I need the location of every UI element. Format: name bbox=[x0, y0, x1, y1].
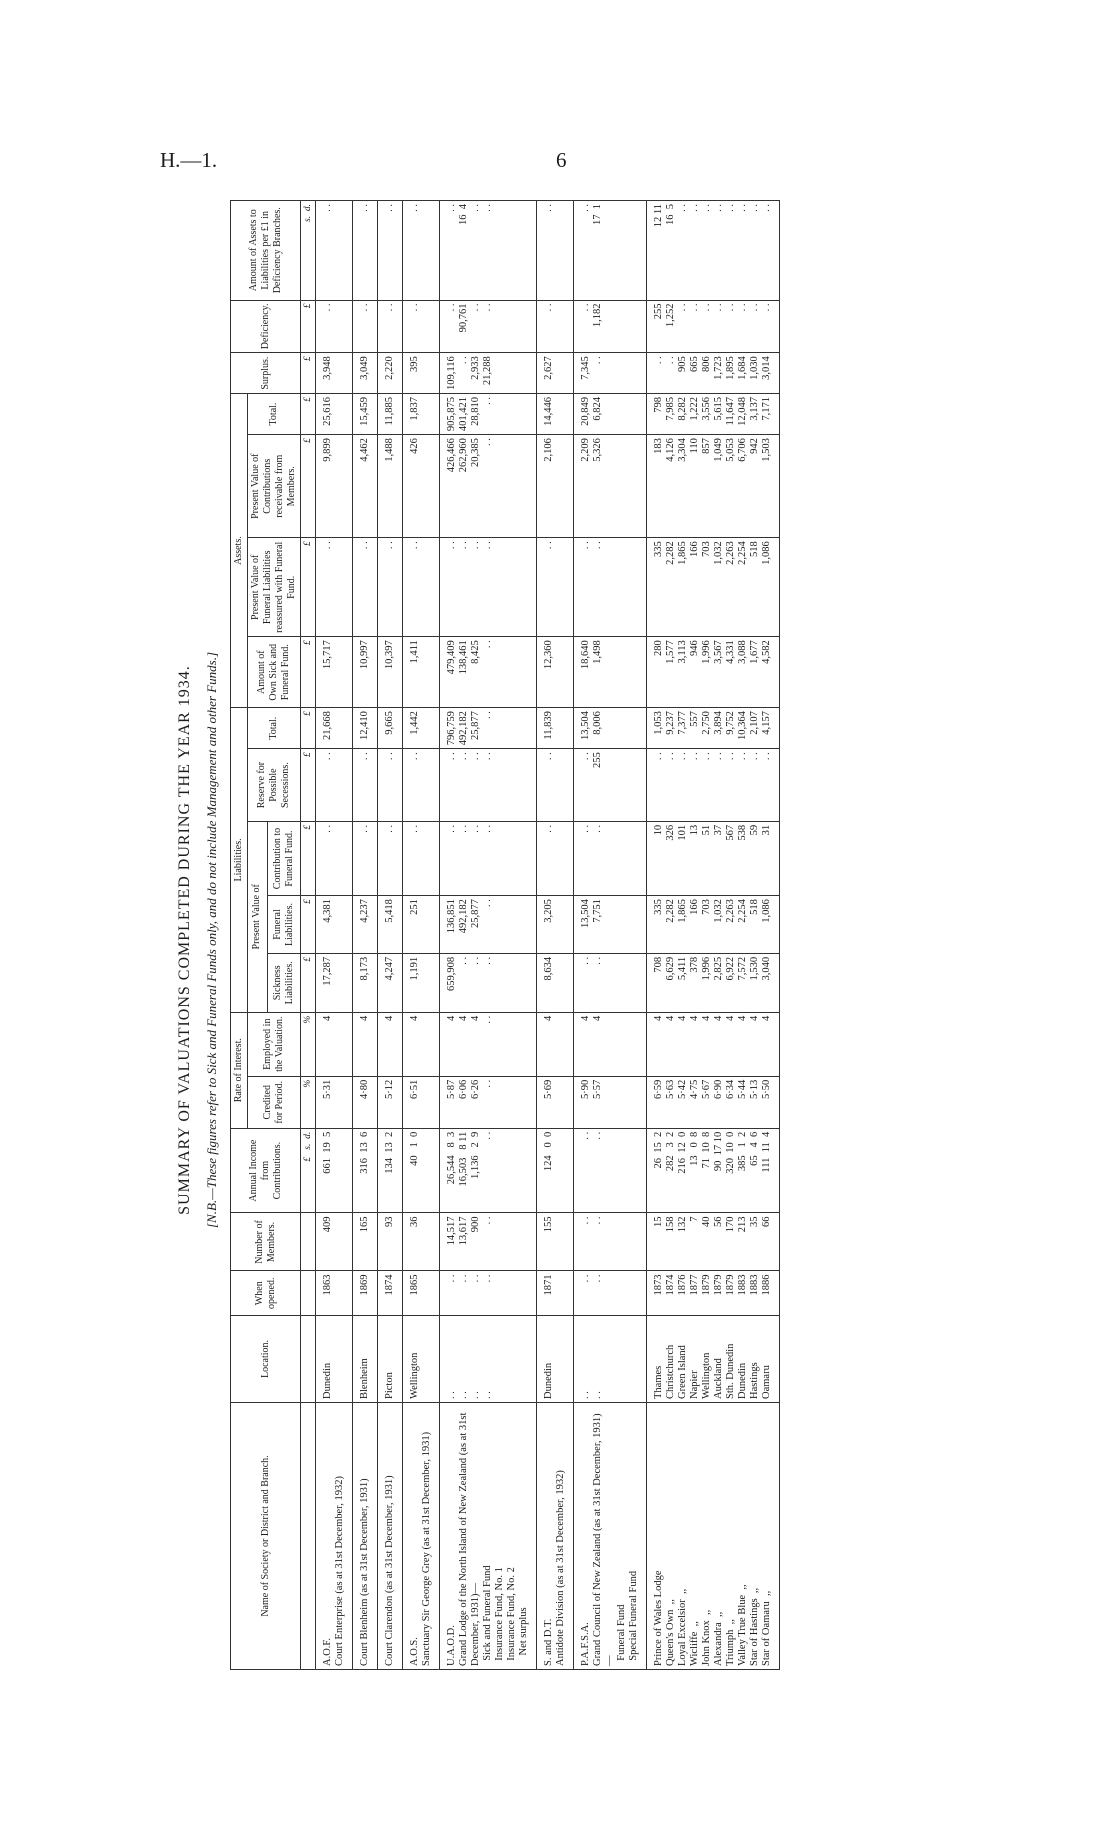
valuations-table bbox=[230, 200, 780, 1670]
cell-funeral: 4,381 bbox=[316, 896, 353, 954]
cell-surplus: 3,049 bbox=[353, 353, 378, 394]
cell-contribution: 10 326 101 13 51 37 567 538 59 31 bbox=[647, 821, 780, 895]
cell-members: 36 bbox=[403, 1213, 440, 1271]
cell-receivable: 426 bbox=[403, 435, 440, 538]
cell-ratio: . . bbox=[378, 201, 403, 301]
cell-name: A.O.F. Court Enterprise (as at 31st December, 1932) bbox=[316, 1403, 353, 1670]
cell-own-fund: 18,640 1,498 bbox=[574, 637, 647, 708]
cell-surplus: . . . . 905 665 806 1,723 1,895 1,684 1,030 3,014 bbox=[647, 353, 780, 394]
cell-surplus: 2,220 bbox=[378, 353, 403, 394]
cell-opened: 1869 bbox=[353, 1271, 378, 1316]
rotated-table-sheet bbox=[170, 180, 950, 1700]
cell-deficiency: . . bbox=[316, 300, 353, 353]
cell-funeral: 13,504 7,751 bbox=[574, 896, 647, 954]
cell-contribution: . . bbox=[537, 821, 574, 895]
cell-deficiency: 255 1,252 . . . . . . . . . . . . . . . . bbox=[647, 300, 780, 353]
cell-sickness: 659,908 . . . . . . bbox=[440, 953, 537, 1012]
cell-sickness: 17,287 bbox=[316, 953, 353, 1012]
cell-opened: 1873 1874 1876 1877 1879 1879 1879 1883 1883 1886 bbox=[647, 1271, 780, 1316]
col-income: Annual Income from Contributions. bbox=[231, 1128, 301, 1213]
cell-liab-total: 21,668 bbox=[316, 708, 353, 749]
col-name: Name of Society or District and Branch. bbox=[231, 1403, 301, 1670]
cell-location: . . . . bbox=[574, 1316, 647, 1403]
cell-liab-total: 1,442 bbox=[403, 708, 440, 749]
unit-contribution: £ bbox=[301, 821, 316, 895]
cell-rate-credited: 5·90 5·57 bbox=[574, 1076, 647, 1128]
cell-ratio: . . 16 4 . . . . bbox=[440, 201, 537, 301]
cell-ratio: . . bbox=[353, 201, 378, 301]
col-reserve: Reserve for Possible Secessions. bbox=[248, 749, 301, 822]
cell-name: Court Clarendon (as at 31st December, 1931) bbox=[378, 1403, 403, 1670]
col-contribution: Contribution to Funeral Fund. bbox=[267, 821, 300, 895]
table-row bbox=[574, 201, 647, 1670]
cell-funeral: 4,237 bbox=[353, 896, 378, 954]
col-receivable: Present Value of Contributions receivable from Members. bbox=[248, 435, 301, 538]
unit-assets-total: £ bbox=[301, 393, 316, 434]
cell-reserve: . . . . . . . . . . . . . . . . . . . . bbox=[647, 749, 780, 822]
unit-rate-employed: % bbox=[301, 1012, 316, 1076]
cell-contribution: . . bbox=[353, 821, 378, 895]
col-rate-employed: Employed in the Valuation. bbox=[248, 1012, 301, 1076]
cell-surplus: 3,948 bbox=[316, 353, 353, 394]
unit-ratio: s. d. bbox=[301, 201, 316, 301]
col-present-value-of: Present Value of bbox=[248, 821, 268, 1012]
cell-receivable: 4,462 bbox=[353, 435, 378, 538]
cell-assets-total: 1,837 bbox=[403, 393, 440, 434]
cell-receivable: 9,899 bbox=[316, 435, 353, 538]
cell-name: P.A.F.S.A. Grand Council of New Zealand (as at 31st December, 1931)— Funeral Fund Special Funeral Fund bbox=[574, 1403, 647, 1670]
col-funeral: Funeral Liabilities. bbox=[267, 896, 300, 954]
col-deficiency: Deficiency. bbox=[231, 300, 301, 353]
cell-ratio: . . bbox=[403, 201, 440, 301]
cell-opened: . . . . bbox=[574, 1271, 647, 1316]
cell-contribution: . . bbox=[403, 821, 440, 895]
page-number: 6 bbox=[556, 148, 567, 172]
cell-location: . . . . . . . . bbox=[440, 1316, 537, 1403]
cell-receivable: 2,209 5,326 bbox=[574, 435, 647, 538]
cell-rate-credited: 4·80 bbox=[353, 1076, 378, 1128]
cell-reserve: . . bbox=[378, 749, 403, 822]
unit-funeral: £ bbox=[301, 896, 316, 954]
cell-reserve: . . bbox=[537, 749, 574, 822]
col-reassured: Present Value of Funeral Liabilities reassured with Funeral Fund. bbox=[248, 538, 301, 637]
cell-rate-employed: 4 4 bbox=[574, 1012, 647, 1076]
cell-rate-credited: 5·87 6·06 6·26 . . bbox=[440, 1076, 537, 1128]
cell-contribution: . . bbox=[378, 821, 403, 895]
cell-members: 165 bbox=[353, 1213, 378, 1271]
cell-reassured: . . bbox=[316, 538, 353, 637]
cell-opened: 1863 bbox=[316, 1271, 353, 1316]
cell-rate-employed: 4 4 4 4 4 4 4 4 4 4 bbox=[647, 1012, 780, 1076]
cell-liab-total: 12,410 bbox=[353, 708, 378, 749]
cell-opened: . . . . . . . . bbox=[440, 1271, 537, 1316]
unit-deficiency: £ bbox=[301, 300, 316, 353]
cell-liab-total: 796,759 492,182 25,877 . . bbox=[440, 708, 537, 749]
cell-funeral: 5,418 bbox=[378, 896, 403, 954]
cell-location: Thames Christchurch Green Island Napier Wellington Auckland Sth. Dunedin Dunedin Hastings Oamaru bbox=[647, 1316, 780, 1403]
cell-members: 14,517 13,617 900 . . bbox=[440, 1213, 537, 1271]
cell-opened: 1865 bbox=[403, 1271, 440, 1316]
unit-rate-credited: % bbox=[301, 1076, 316, 1128]
cell-income: 661 19 5 bbox=[316, 1128, 353, 1213]
cell-contribution: . . . . . . . . bbox=[440, 821, 537, 895]
cell-assets-total: 25,616 bbox=[316, 393, 353, 434]
cell-reassured: . . bbox=[537, 538, 574, 637]
cell-receivable: 426,466 262,960 20,385 . . bbox=[440, 435, 537, 538]
cell-assets-total: 905,875 401,421 28,810 . . bbox=[440, 393, 537, 434]
cell-rate-credited: 5·12 bbox=[378, 1076, 403, 1128]
cell-sickness: 1,191 bbox=[403, 953, 440, 1012]
col-liab-total: Total. bbox=[248, 708, 301, 749]
col-surplus: Surplus. bbox=[231, 353, 301, 394]
cell-rate-credited: 5·69 bbox=[537, 1076, 574, 1128]
cell-name: U.A.O.D. Grand Lodge of the North Island of New Zealand (as at 31st December, 1931)— Sick and Funeral Fund Insurance Fund, No. 1 Insurance Fund, No. 2 Net surplus bbox=[440, 1403, 537, 1670]
cell-assets-total: 798 7,985 8,282 1,222 3,556 5,615 11,647 12,048 3,137 7,171 bbox=[647, 393, 780, 434]
col-liabilities-group: Liabilities. bbox=[231, 708, 248, 1013]
cell-surplus: 395 bbox=[403, 353, 440, 394]
cell-name: A.O.S. Sanctuary Sir George Grey (as at 31st December, 1931) bbox=[403, 1403, 440, 1670]
cell-rate-credited: 6·59 5·63 5·42 4·75 5·67 6·90 6·34 5·44 5·13 5·50 bbox=[647, 1076, 780, 1128]
table-note: [N.B.—These figures refer to Sick and Funeral Funds only, and do not include Management and other Funds.] bbox=[204, 651, 219, 1229]
cell-sickness: . . . . bbox=[574, 953, 647, 1012]
unit-receivable: £ bbox=[301, 435, 316, 538]
cell-assets-total: 14,446 bbox=[537, 393, 574, 434]
cell-rate-employed: 4 bbox=[353, 1012, 378, 1076]
cell-liab-total: 13,504 8,006 bbox=[574, 708, 647, 749]
cell-liab-total: 11,839 bbox=[537, 708, 574, 749]
cell-income: 124 0 0 bbox=[537, 1128, 574, 1213]
cell-income: . . . . bbox=[574, 1128, 647, 1213]
cell-own-fund: 10,997 bbox=[353, 637, 378, 708]
cell-rate-employed: 4 bbox=[316, 1012, 353, 1076]
cell-ratio: . . 17 1 bbox=[574, 201, 647, 301]
table-row bbox=[537, 201, 574, 1670]
units-row bbox=[301, 201, 316, 1670]
cell-location: Picton bbox=[378, 1316, 403, 1403]
table-row bbox=[378, 201, 403, 1670]
cell-location: Dunedin bbox=[537, 1316, 574, 1403]
cell-sickness: 708 6,629 5,411 378 1,996 2,825 6,922 7,572 1,530 3,040 bbox=[647, 953, 780, 1012]
page-header-left: H.—1. bbox=[160, 148, 218, 172]
cell-name: Prince of Wales Lodge Queen's Own ,, Loyal Excelsior ,, Wicliffe ,, John Knox ,, Alexandra ,, Triumph ,, Valley True Blue ,, Star of Hastings ,, Star of Oamaru ,, bbox=[647, 1403, 780, 1670]
unit-reserve: £ bbox=[301, 749, 316, 822]
table-row bbox=[647, 201, 780, 1670]
cell-sickness: 4,247 bbox=[378, 953, 403, 1012]
cell-location: Blenheim bbox=[353, 1316, 378, 1403]
cell-contribution: . . . . bbox=[574, 821, 647, 895]
cell-members: . . . . bbox=[574, 1213, 647, 1271]
cell-own-fund: 280 1,577 3,113 946 1,996 3,567 4,331 3,088 1,677 4,582 bbox=[647, 637, 780, 708]
table-body bbox=[301, 201, 780, 1670]
col-assets-total: Total. bbox=[248, 393, 301, 434]
table-row bbox=[316, 201, 353, 1670]
cell-rate-credited: 6·51 bbox=[403, 1076, 440, 1128]
cell-income: 26,544 8 3 16,503 8 11 1,136 2 9 . . bbox=[440, 1128, 537, 1213]
cell-deficiency: . . 90,761 . . . . bbox=[440, 300, 537, 353]
cell-surplus: 109,116 . . 2,933 21,288 bbox=[440, 353, 537, 394]
table-title: SUMMARY OF VALUATIONS COMPLETED DURING THE YEAR 1934. bbox=[176, 665, 193, 1215]
cell-ratio: 12 11 16 5 . . . . . . . . . . . . . . . . bbox=[647, 201, 780, 301]
col-location: Location. bbox=[231, 1316, 301, 1403]
cell-rate-employed: 4 bbox=[403, 1012, 440, 1076]
cell-members: 93 bbox=[378, 1213, 403, 1271]
cell-sickness: 8,634 bbox=[537, 953, 574, 1012]
cell-opened: 1871 bbox=[537, 1271, 574, 1316]
cell-reassured: . . . . . . . . bbox=[440, 538, 537, 637]
cell-own-fund: 1,411 bbox=[403, 637, 440, 708]
cell-liab-total: 9,665 bbox=[378, 708, 403, 749]
cell-income: 316 13 6 bbox=[353, 1128, 378, 1213]
table-row bbox=[403, 201, 440, 1670]
cell-own-fund: 12,360 bbox=[537, 637, 574, 708]
unit-liab-total: £ bbox=[301, 708, 316, 749]
cell-deficiency: . . bbox=[353, 300, 378, 353]
cell-assets-total: 20,849 6,824 bbox=[574, 393, 647, 434]
cell-rate-employed: 4 bbox=[537, 1012, 574, 1076]
cell-rate-employed: 4 bbox=[378, 1012, 403, 1076]
cell-sickness: 8,173 bbox=[353, 953, 378, 1012]
cell-reserve: . . 255 bbox=[574, 749, 647, 822]
cell-reassured: . . bbox=[403, 538, 440, 637]
unit-income: £ s. d. bbox=[301, 1128, 316, 1213]
cell-assets-total: 11,885 bbox=[378, 393, 403, 434]
cell-opened: 1874 bbox=[378, 1271, 403, 1316]
cell-reassured: . . bbox=[353, 538, 378, 637]
cell-reassured: . . . . bbox=[574, 538, 647, 637]
cell-rate-credited: 5·31 bbox=[316, 1076, 353, 1128]
cell-contribution: . . bbox=[316, 821, 353, 895]
cell-rate-employed: 4 4 4 . . bbox=[440, 1012, 537, 1076]
table-row bbox=[440, 201, 537, 1670]
cell-receivable: 2,106 bbox=[537, 435, 574, 538]
cell-funeral: 3,205 bbox=[537, 896, 574, 954]
cell-members: 409 bbox=[316, 1213, 353, 1271]
unit-own-fund: £ bbox=[301, 637, 316, 708]
cell-deficiency: . . bbox=[378, 300, 403, 353]
cell-income: 134 13 2 bbox=[378, 1128, 403, 1213]
cell-funeral: 136,851 492,182 25,877 . . bbox=[440, 896, 537, 954]
unit-reassured: £ bbox=[301, 538, 316, 637]
cell-members: 15 158 132 7 40 56 170 213 35 66 bbox=[647, 1213, 780, 1271]
cell-name: Court Blenheim (as at 31st December, 1931) bbox=[353, 1403, 378, 1670]
cell-ratio: . . bbox=[316, 201, 353, 301]
cell-reserve: . . . . . . . . bbox=[440, 749, 537, 822]
cell-receivable: 183 4,126 3,304 110 857 1,049 5,053 6,706 942 1,503 bbox=[647, 435, 780, 538]
col-opened: When opened. bbox=[231, 1271, 301, 1316]
cell-reassured: 335 2,282 1,865 166 703 1,032 2,263 2,254 518 1,086 bbox=[647, 538, 780, 637]
cell-reassured: . . bbox=[378, 538, 403, 637]
cell-deficiency: . . 1,182 bbox=[574, 300, 647, 353]
table-row bbox=[353, 201, 378, 1670]
cell-reserve: . . bbox=[316, 749, 353, 822]
col-members: Number of Members. bbox=[231, 1213, 301, 1271]
col-own-fund: Amount of Own Sick and Funeral Fund. bbox=[248, 637, 301, 708]
col-rate-credited: Credited for Period. bbox=[248, 1076, 301, 1128]
cell-surplus: 7,345 . . bbox=[574, 353, 647, 394]
cell-funeral: 251 bbox=[403, 896, 440, 954]
cell-income: 40 1 0 bbox=[403, 1128, 440, 1213]
unit-sickness: £ bbox=[301, 953, 316, 1012]
cell-own-fund: 479,409 138,461 8,425 . . bbox=[440, 637, 537, 708]
cell-deficiency: . . bbox=[403, 300, 440, 353]
cell-members: 155 bbox=[537, 1213, 574, 1271]
cell-ratio: . . bbox=[537, 201, 574, 301]
cell-own-fund: 15,717 bbox=[316, 637, 353, 708]
cell-reserve: . . bbox=[403, 749, 440, 822]
cell-funeral: 335 2,282 1,865 166 703 1,032 2,263 2,254 518 1,086 bbox=[647, 896, 780, 954]
col-ratio: Amount of Assets to Liabilities per £1 in Deficiency Branches. bbox=[231, 201, 301, 301]
cell-own-fund: 10,397 bbox=[378, 637, 403, 708]
cell-location: Dunedin bbox=[316, 1316, 353, 1403]
cell-receivable: 1,488 bbox=[378, 435, 403, 538]
cell-assets-total: 15,459 bbox=[353, 393, 378, 434]
col-sickness: Sickness Liabilities. bbox=[267, 953, 300, 1012]
cell-reserve: . . bbox=[353, 749, 378, 822]
cell-deficiency: . . bbox=[537, 300, 574, 353]
cell-name: S. and D.T. Antidote Division (as at 31st December, 1932) bbox=[537, 1403, 574, 1670]
cell-surplus: 2,627 bbox=[537, 353, 574, 394]
col-assets-group: Assets. bbox=[231, 393, 248, 707]
cell-liab-total: 1,053 9,237 7,377 557 2,750 3,894 9,752 10,364 2,107 4,157 bbox=[647, 708, 780, 749]
cell-location: Wellington bbox=[403, 1316, 440, 1403]
cell-income: 26 15 2 282 3 2 216 12 0 13 0 8 71 10 8 90 17 10 320 10 0 385 1 2 65 4 6 111 11 4 bbox=[647, 1128, 780, 1213]
col-rate-group: Rate of Interest. bbox=[231, 1012, 248, 1128]
unit-surplus: £ bbox=[301, 353, 316, 394]
